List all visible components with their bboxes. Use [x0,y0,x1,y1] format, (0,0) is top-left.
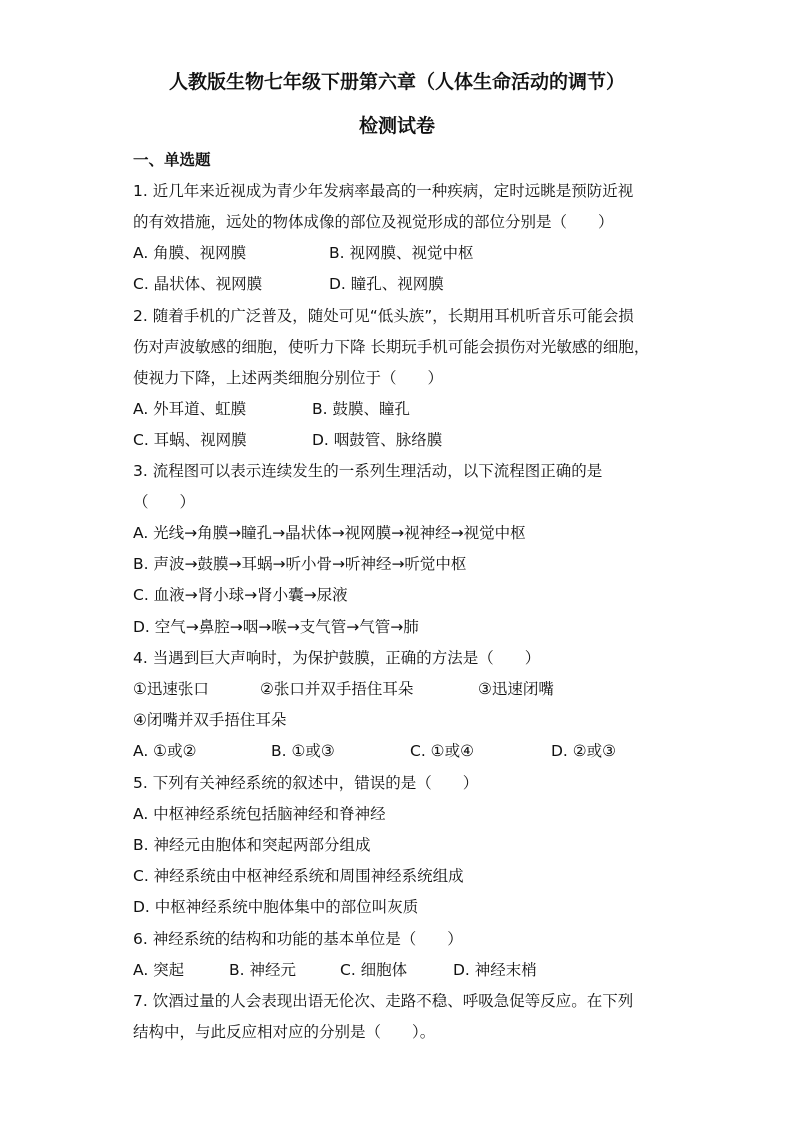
document-title-line2: 检测试卷 [358,115,435,137]
question-3-option-c: C. 血液→肾小球→肾小囊→尿液 [133,586,348,604]
question-2-option-d: D. 咽鼓管、脉络膜 [312,431,443,449]
question-3-option-b: B. 声波→鼓膜→耳蜗→听小骨→听神经→听觉中枢 [133,555,467,573]
question-4-option-b: B. ①或③ [271,742,335,760]
question-5-option-a: A. 中枢神经系统包括脑神经和脊神经 [133,805,386,823]
question-4-item-3: ③迅速闭嘴 [478,680,554,698]
question-2-option-a: A. 外耳道、虹膜 [133,400,247,418]
question-3-stem-line2: （ ） [133,493,196,511]
question-7-stem-line2: 结构中，与此反应相对应的分别是（ ）。 [133,1023,436,1041]
question-2-stem-line2: 伤对声波敏感的细胞，使听力下降 长期玩手机可能会损伤对光敏感的细胞， [133,338,650,356]
question-2-stem-line1: 2. 随着手机的广泛普及，随处可见“低头族”，长期用耳机听音乐可能会损 [133,307,634,325]
question-3-option-a: A. 光线→角膜→瞳孔→晶状体→视网膜→视神经→视觉中枢 [133,524,526,542]
question-4-option-d: D. ②或③ [551,742,617,760]
question-4-item-2: ②张口并双手捂住耳朵 [260,680,414,698]
question-2-option-c: C. 耳蜗、视网膜 [133,431,247,449]
question-4-option-a: A. ①或② [133,742,197,760]
question-1-option-a: A. 角膜、视网膜 [133,244,247,262]
question-3-stem-line1: 3. 流程图可以表示连续发生的一系列生理活动，以下流程图正确的是 [133,462,603,480]
section-heading-single-choice: 一、单选题 [133,151,211,169]
question-2-option-b: B. 鼓膜、瞳孔 [312,400,410,418]
question-3-option-d: D. 空气→鼻腔→咽→喉→支气管→气管→肺 [133,618,419,636]
question-6-option-d: D. 神经末梢 [453,961,537,979]
question-7-stem-line1: 7. 饮酒过量的人会表现出语无伦次、走路不稳、呼吸急促等反应。在下列 [133,992,634,1010]
question-1-option-c: C. 晶状体、视网膜 [133,275,263,293]
question-6-stem-line1: 6. 神经系统的结构和功能的基本单位是（ ） [133,930,463,948]
question-4-item-1: ①迅速张口 [133,680,209,698]
question-6-option-b: B. 神经元 [229,961,296,979]
document-title-line1: 人教版生物七年级下册第六章（人体生命活动的调节） [168,71,625,93]
question-5-option-b: B. 神经元由胞体和突起两部分组成 [133,836,371,854]
question-5-stem-line1: 5. 下列有关神经系统的叙述中，错误的是（ ） [133,774,479,792]
question-5-option-c: C. 神经系统由中枢神经系统和周围神经系统组成 [133,867,464,885]
question-6-option-a: A. 突起 [133,961,185,979]
question-1-stem-line2: 的有效措施，远处的物体成像的部位及视觉形成的部位分别是（ ） [133,213,614,231]
question-5-option-d: D. 中枢神经系统中胞体集中的部位叫灰质 [133,898,419,916]
question-1-stem-line1: 1. 近几年来近视成为青少年发病率最高的一种疾病，定时远眺是预防近视 [133,182,634,200]
question-4-stem-line1: 4. 当遇到巨大声响时，为保护鼓膜，正确的方法是（ ） [133,649,541,667]
question-4-option-c: C. ①或④ [410,742,474,760]
question-1-option-b: B. 视网膜、视觉中枢 [329,244,474,262]
question-2-stem-line3: 使视力下降，上述两类细胞分别位于（ ） [133,369,444,387]
question-1-option-d: D. 瞳孔、视网膜 [329,275,444,293]
question-4-item-4: ④闭嘴并双手捂住耳朵 [133,711,287,729]
question-6-option-c: C. 细胞体 [340,961,408,979]
